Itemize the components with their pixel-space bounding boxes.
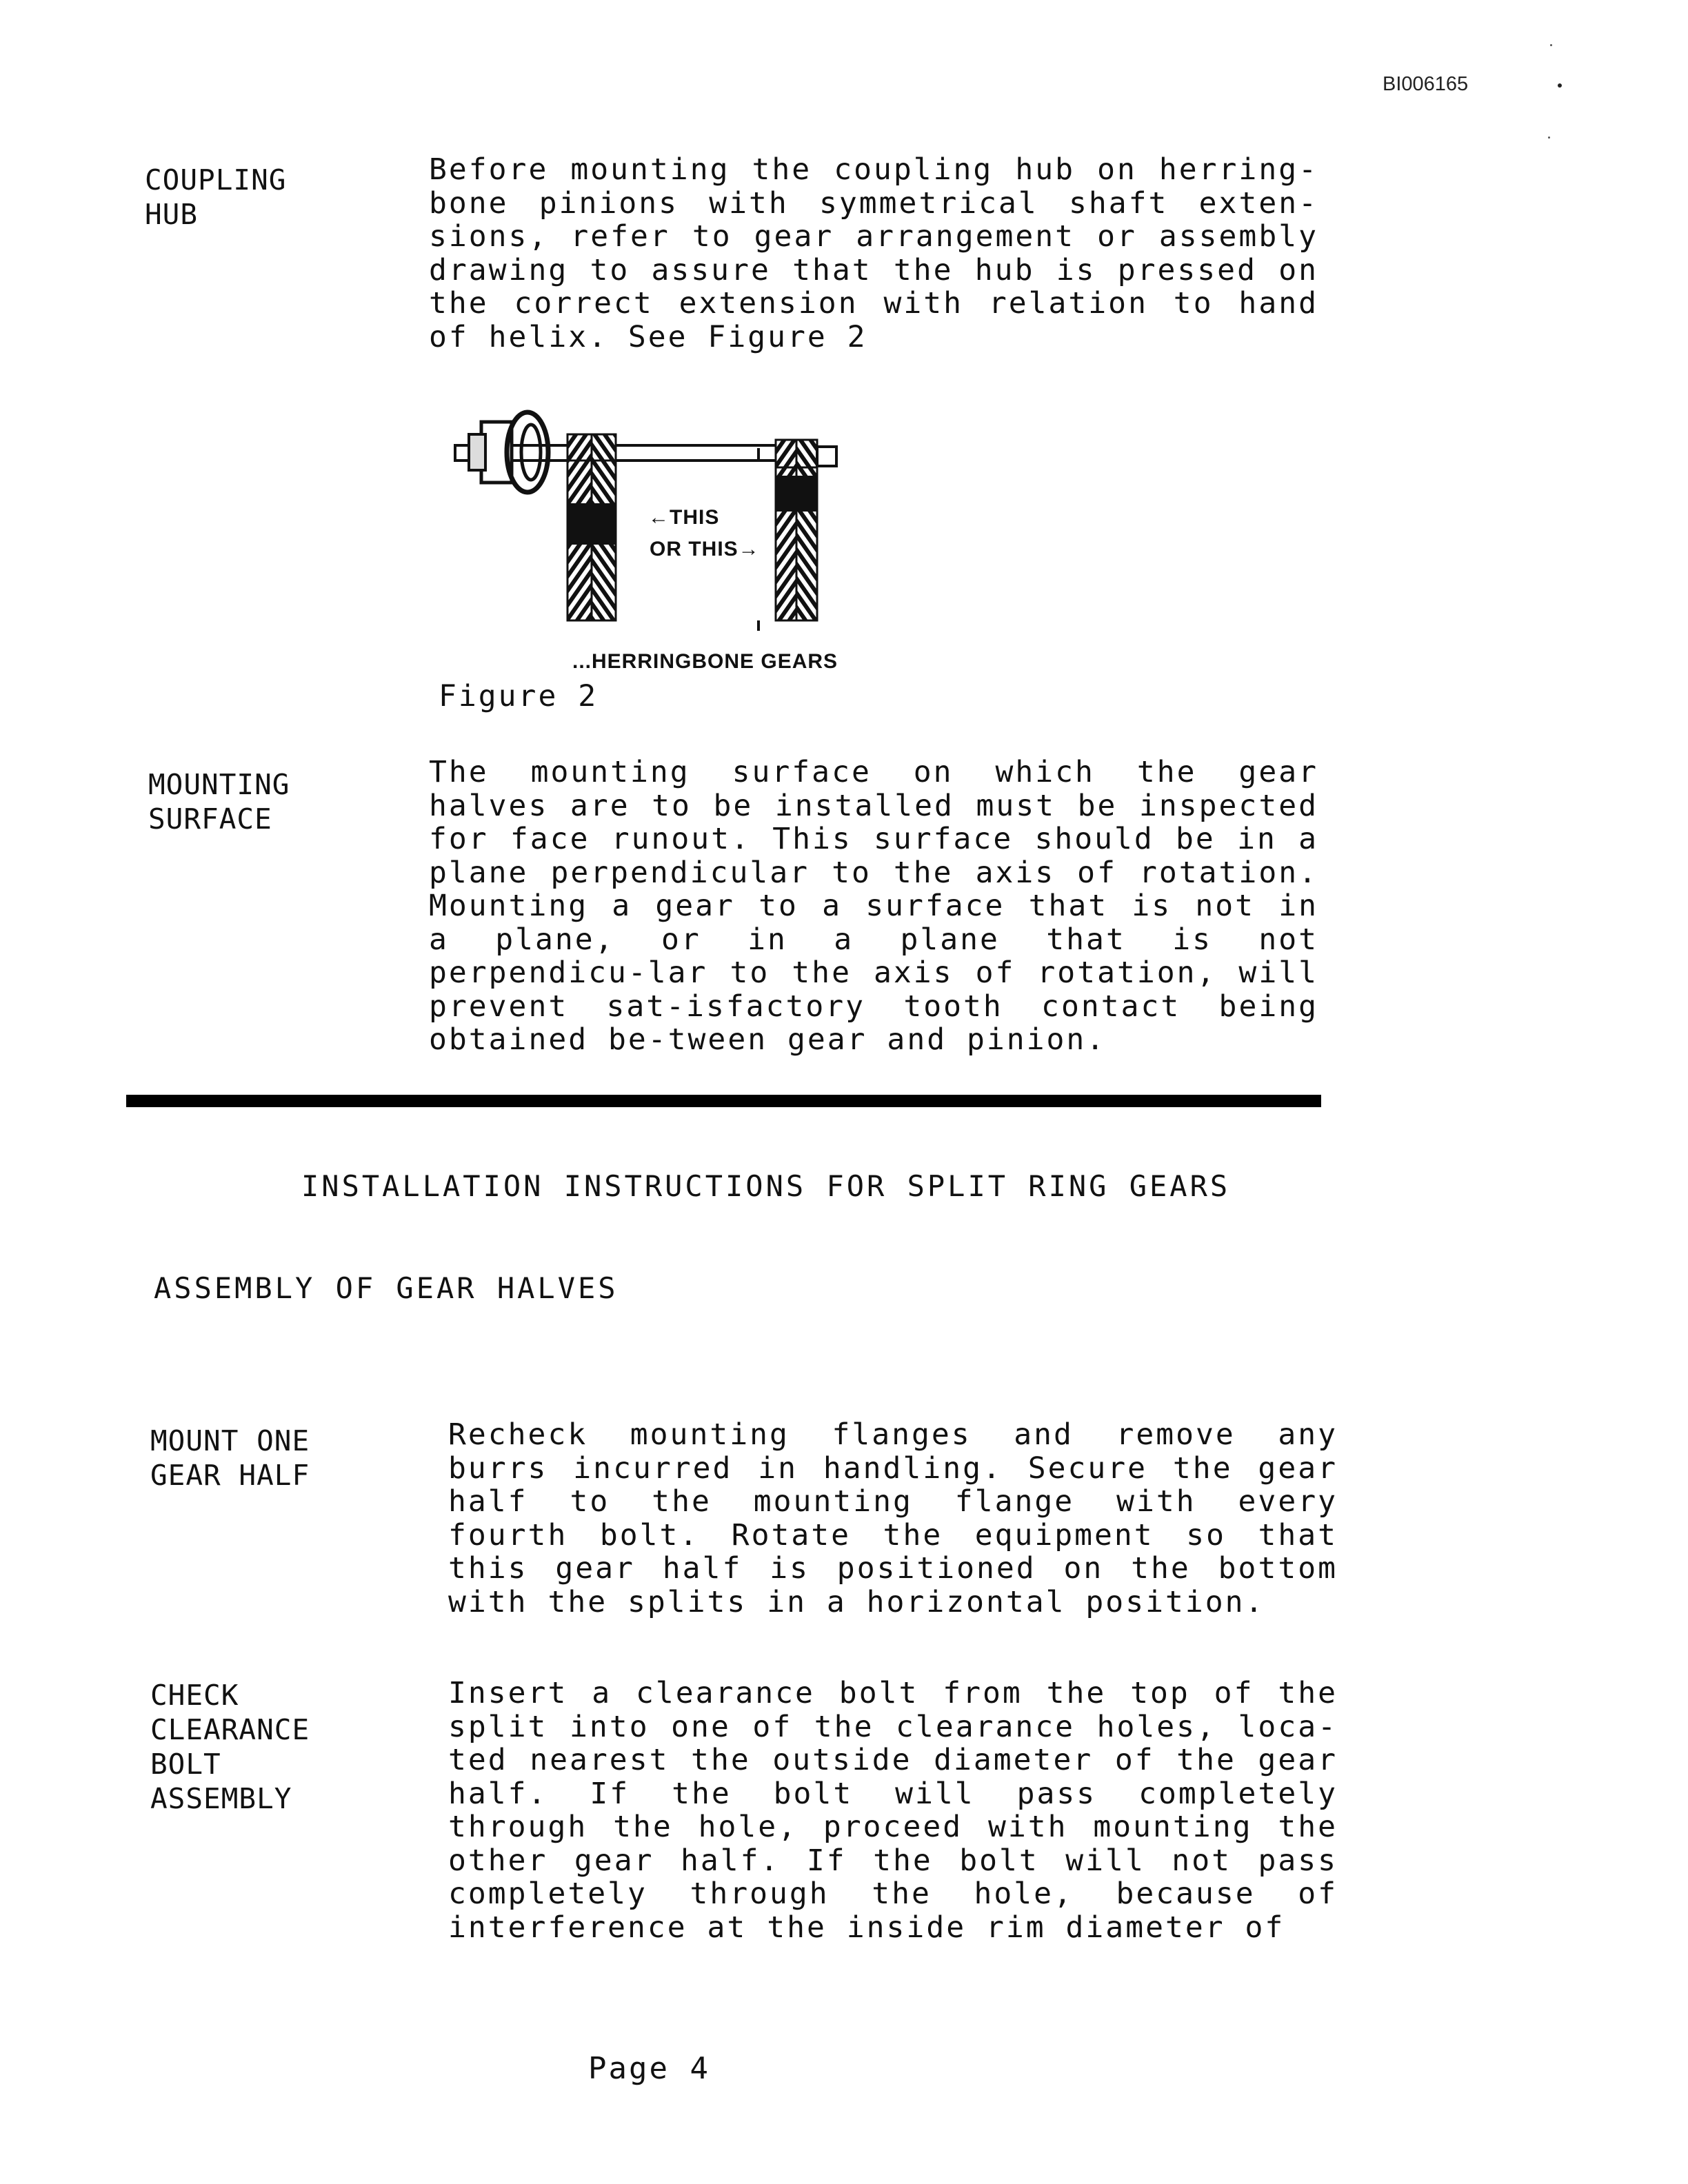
figure-label-or-this: OR THIS→	[650, 538, 760, 560]
mounting-surface-label: MOUNTING SURFACE	[148, 768, 290, 836]
speck	[1558, 83, 1562, 88]
section-divider	[126, 1095, 1321, 1107]
figure-label-this: ←THIS	[648, 506, 720, 529]
installation-heading: INSTALLATION INSTRUCTIONS FOR SPLIT RING GEARS	[301, 1169, 1231, 1203]
mounting-surface-text: The mounting surface on which the gear halves are to be installed must be inspected for face runout. This surface should be in a plane perpendicular to the axis of rotation. Mounting a gear to a surface that is not in a plane, or in a plane that is not perpendicu-lar to the axis of rotation, will prevent sat-isfactory tooth contact being obtained be-tween gear and pinion.	[429, 755, 1318, 1057]
mount-one-text: Recheck mounting flanges and remove any burrs incurred in handling. Secure the gear half to the mounting flange with every fourth bolt. Rotate the equipment so that this gear half is positioned on the bottom with the splits in a horizontal position.	[448, 1417, 1338, 1619]
page-number: Page 4	[588, 2051, 710, 2086]
check-clearance-label: CHECK CLEARANCE BOLT ASSEMBLY	[150, 1679, 310, 1815]
mount-one-label: MOUNT ONE GEAR HALF	[150, 1424, 310, 1492]
assembly-heading: ASSEMBLY OF GEAR HALVES	[154, 1271, 619, 1305]
check-clearance-text: Insert a clearance bolt from the top of the split into one of the clearance holes, loca-ted nearest the outside diameter of the gear half. If the bolt will pass completely through the hole, proceed with mounting the other gear half. If the bolt will not pass completely through the hole, because of interference at the inside rim diameter of	[448, 1676, 1338, 1945]
figure-caption: ...HERRINGBONE GEARS	[572, 650, 838, 673]
coupling-hub-text: Before mounting the coupling hub on herring-bone pinions with symmetrical shaft exten-sions, refer to gear arrangement or assembly drawing to assure that the hub is pressed on the correct extension with relation to hand of helix. See Figure 2	[429, 152, 1318, 354]
document-id: BI006165	[1383, 73, 1469, 95]
speck	[1548, 136, 1550, 139]
figure-title: Figure 2	[439, 679, 599, 714]
speck	[1550, 44, 1552, 46]
coupling-hub-label: COUPLING HUB	[145, 163, 287, 231]
